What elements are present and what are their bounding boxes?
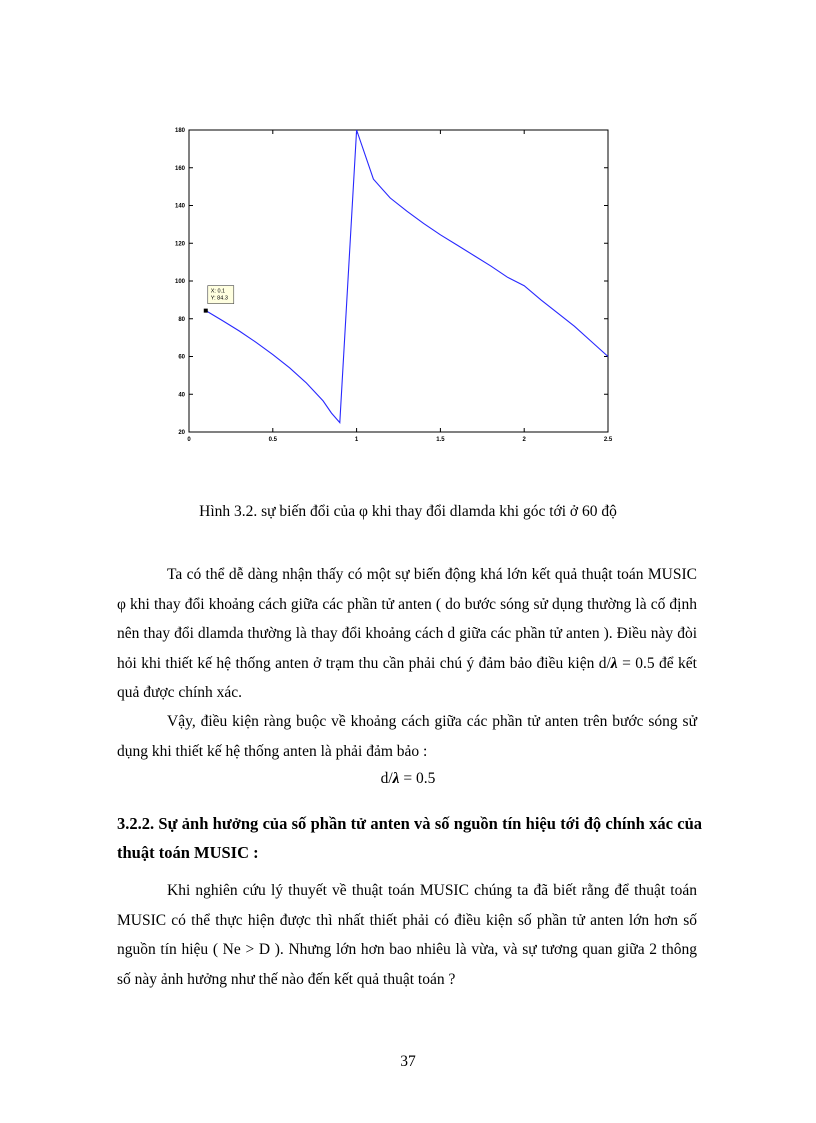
datatip-x-label: X: 0.1 bbox=[210, 288, 226, 295]
x-tick-label: 0 bbox=[187, 437, 191, 443]
y-tick-label: 20 bbox=[178, 430, 185, 436]
x-tick-label: 1 bbox=[354, 437, 359, 443]
page-number: 37 bbox=[400, 1053, 416, 1070]
x-tick-label: 2 bbox=[522, 437, 526, 443]
paragraph-1-tail: = 0.5 để kết quả được chính xác. bbox=[117, 654, 697, 701]
y-tick-label: 180 bbox=[174, 128, 185, 134]
paragraph-2 bbox=[117, 707, 697, 766]
y-tick-label: 120 bbox=[174, 241, 185, 248]
paragraph-1 bbox=[117, 560, 697, 708]
formula-prefix: d/ bbox=[380, 770, 393, 787]
x-tick-label: 2.5 bbox=[603, 437, 613, 443]
datatip-y-label: Y: 84.3 bbox=[210, 295, 228, 302]
y-tick-label: 160 bbox=[174, 165, 185, 172]
y-tick-label: 40 bbox=[178, 392, 185, 399]
x-tick-label: 0.5 bbox=[268, 437, 277, 443]
x-tick-label: 1.5 bbox=[436, 437, 445, 443]
plot-frame bbox=[189, 130, 608, 432]
paragraph-2-text: Vậy, điều kiện ràng buộc về khoảng cách giữa các phần tử anten trên bước sóng sử dụng khi thiết kế hệ thống anten là phải đảm bảo : bbox=[117, 713, 697, 760]
y-tick-label: 100 bbox=[174, 279, 185, 285]
lambda-symbol: λ bbox=[610, 654, 618, 672]
paragraph-3 bbox=[117, 876, 697, 994]
y-tick-label: 60 bbox=[178, 354, 185, 361]
paragraph-3-text: Khi nghiên cứu lý thuyết về thuật toán MUSIC chúng ta đã biết rằng để thuật toán MUSIC có thể thực hiện được thì nhất thiết phải có điều kiện số phần tử anten lớn hơn số nguồn tín hiệu ( Ne > D ). Nhưng lớn hơn bao nhiêu là vừa, và sự tương quan giữa 2 thông số này ảnh hưởng như thế nào đến kết quả thuật toán ? bbox=[117, 882, 697, 988]
y-tick-label: 80 bbox=[178, 316, 185, 323]
formula-suffix: = 0.5 bbox=[399, 770, 436, 787]
paragraph-1-text: Ta có thể dễ dàng nhận thấy có một sự biến động khá lớn kết quả thuật toán MUSIC φ khi thay đổi khoảng cách giữa các phần tử anten ( do bước sóng sử dụng thường là cố định nên thay đổi dlamda thường là thay đổi khoảng cách d giữa các phần tử anten ). Điều này đòi hỏi khi thiết kế hệ thống anten ở trạm thu cần phải chú ý đảm bảo điều kiện d/ bbox=[117, 566, 697, 672]
figure-plot bbox=[0, 0, 816, 470]
formula bbox=[0, 770, 816, 788]
datatip-marker bbox=[204, 309, 208, 313]
section-heading: 3.2.2. Sự ảnh hưởng của số phần tử anten và số nguồn tín hiệu tới độ chính xác của thuật toán MUSIC : bbox=[117, 814, 702, 862]
y-tick-label: 140 bbox=[174, 203, 185, 210]
formula-lambda: λ bbox=[392, 770, 400, 787]
figure-caption: Hình 3.2. sự biến đổi của φ khi thay đổi dlamda khi góc tới ở 60 độ bbox=[199, 503, 617, 520]
